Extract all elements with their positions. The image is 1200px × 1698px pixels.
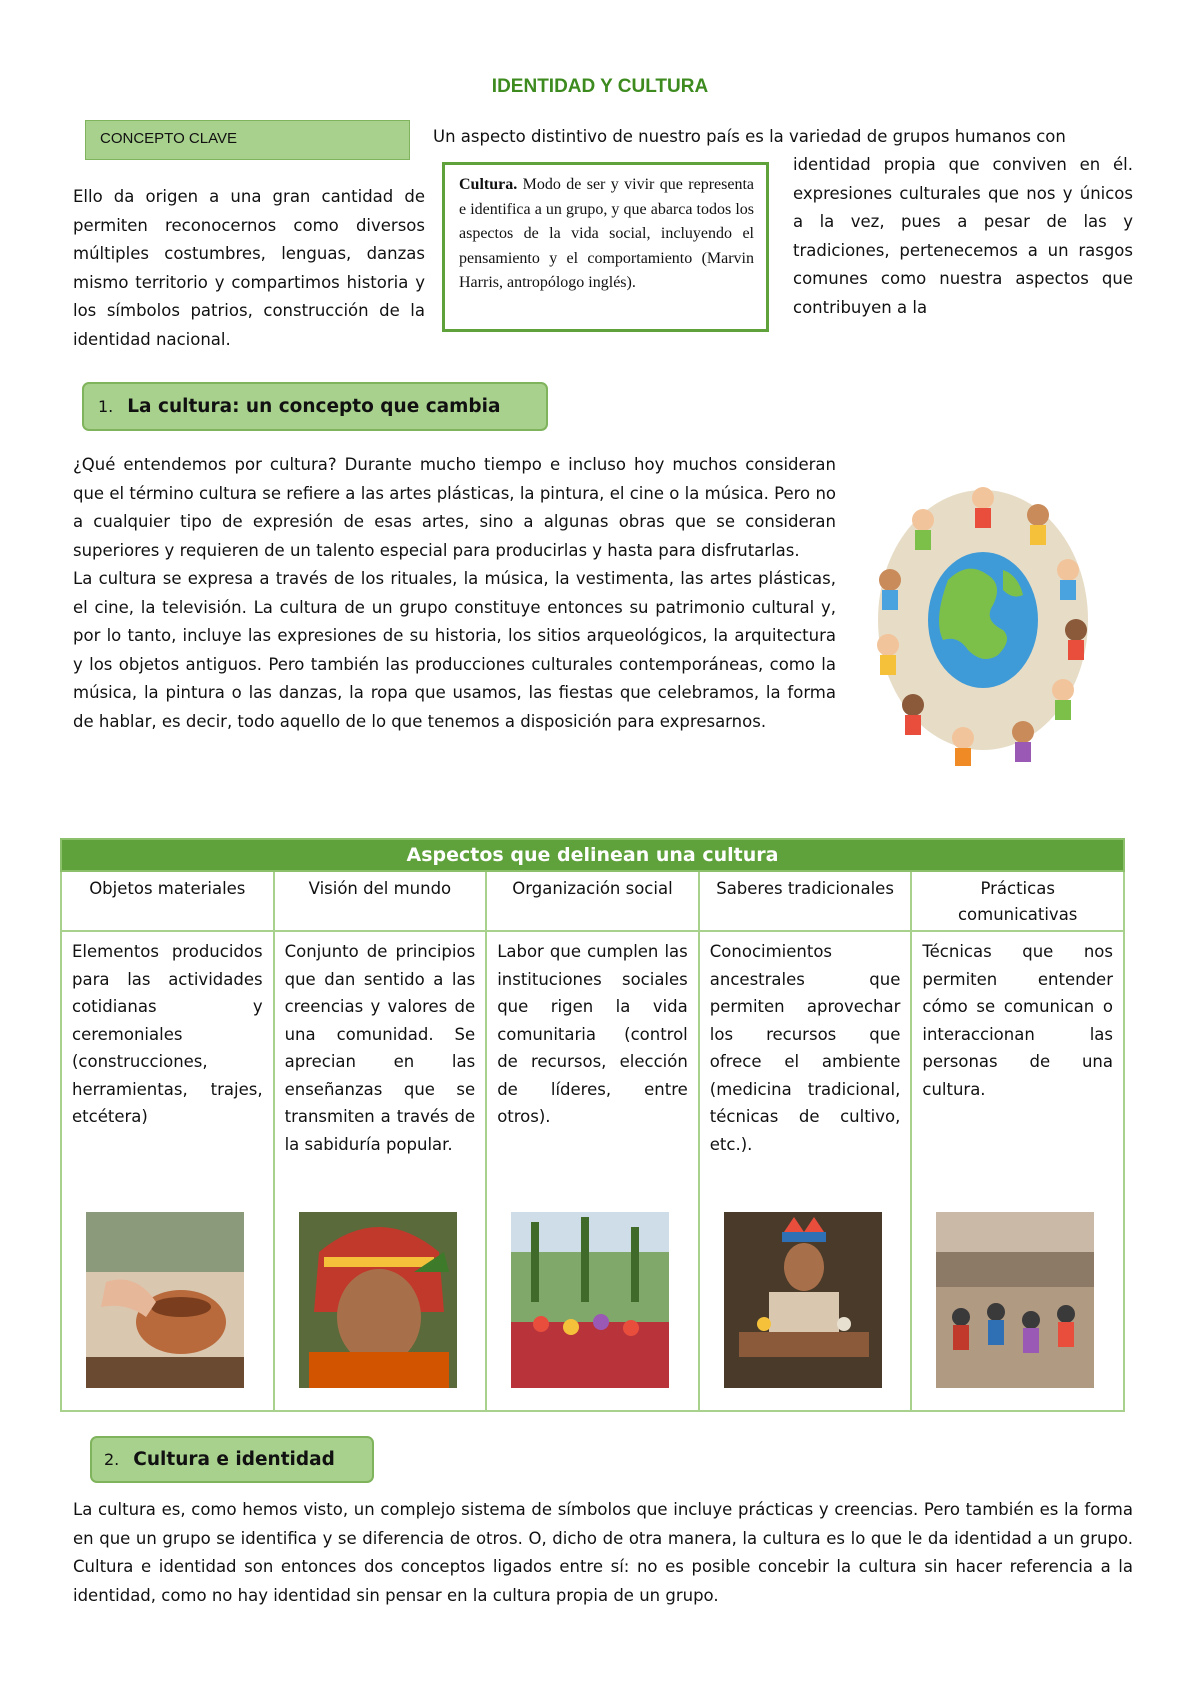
table-header: Prácticas comunicativas: [911, 871, 1124, 931]
definition-text: Modo de ser y vivir que representa e identifica a un grupo, y que abarca todos los aspectos de la vida social, incluyendo el pensamiento y el comportamiento (Marvin Harris, antropólogo inglés).: [459, 176, 754, 291]
section-1-paragraph: ¿Qué entendemos por cultura? Durante mucho tiempo e incluso hoy muchos consideran que el término cultura se refiere a las artes plásticas, la pintura, el cine o la música. Pero no a cualquier tipo de expresión de esas artes, sino a algunas obras que se consideran superiores y requieren de un talento especial para producirlas y hasta para disfrutarlas.: [73, 455, 836, 560]
table-cell-text: Conocimientos ancestrales que permiten aprovechar los recursos que ofrece el ambiente (medicina tradicional, técnicas de cultivo, etc.).: [709, 942, 901, 1154]
table-cell-text: Labor que cumplen las instituciones sociales que rigen la vida comunitaria (control de recursos, elección de líderes, entre otros).: [497, 942, 688, 1126]
definition-term: Cultura.: [459, 176, 518, 193]
right-column-text: identidad propia que conviven en él. expresiones culturales que nos y únicos a la vez, pues a pesar de las y tradiciones, pertenecemos a un rasgos comunes como nuestra aspectos que contribuyen a la: [793, 155, 1133, 317]
village-meeting-photo: [936, 1212, 1094, 1388]
table-header: Objetos materiales: [61, 871, 274, 931]
section-1-number: 1.: [98, 397, 114, 416]
andean-elder-photo: [299, 1212, 457, 1388]
left-column-text: Ello da origen a una gran cantidad de permiten reconocernos como diversos múltiples costumbres, lenguas, danzas mismo territorio y compartimos historia y los símbolos patrios, construcción de la identidad nacional.: [73, 187, 425, 349]
section-1-body: [73, 451, 836, 736]
table-cell: [61, 931, 274, 1411]
children-around-globe-illustration: [868, 470, 1098, 770]
section-2-number: 2.: [104, 1450, 120, 1469]
table-header: Organización social: [486, 871, 699, 931]
table-cell: [486, 931, 699, 1411]
table-cell-text: Conjunto de principios que dan sentido a las creencias y valores de una comunidad. Se aprecian en las enseñanzas que se transmiten a través de la sabiduría popular.: [284, 942, 476, 1154]
table-cell-text: Técnicas que nos permiten entender cómo se comunican o interaccionan las personas de una cultura.: [922, 942, 1113, 1099]
intro-top-line: Un aspecto distintivo de nuestro país es la variedad de grupos humanos con: [433, 127, 1066, 146]
traditional-healer-photo: [724, 1212, 882, 1388]
section-1-paragraph: La cultura se expresa a través de los rituales, la música, la vestimenta, las artes plásticas, el cine, la televisión. La cultura de un grupo constituye entonces su patrimonio cultural y, por lo tanto, incluye las expresiones de su historia, los sitios arqueológicos, la arquitectura y los objetos antiguos. Pero también las producciones culturales contemporáneas, como la música, la pintura o las danzas, la ropa que usamos, las fiestas que celebramos, la forma de hablar, es decir, todo aquello de lo que tenemos a disposición para expresarnos.: [73, 569, 836, 731]
section-1-title: La cultura: un concepto que cambia: [127, 396, 501, 417]
page-title: IDENTIDAD Y CULTURA: [491, 76, 709, 97]
section-2-heading: [90, 1436, 374, 1483]
section-2-paragraph: La cultura es, como hemos visto, un complejo sistema de símbolos que incluye prácticas y creencias. Pero también es la forma en que un grupo se identifica y se diferencia de otros. O, dicho de otra manera, la cultura es lo que le da identidad a un grupo. Cultura e identidad son entonces dos conceptos ligados entre sí: no es posible concebir la cultura sin hacer referencia a la identidad, como no hay identidad sin pensar en la cultura propia de un grupo.: [73, 1500, 1133, 1605]
pottery-photo: [86, 1212, 244, 1388]
table-cell: [274, 931, 487, 1411]
table-cell: [911, 931, 1124, 1411]
table-cell-text: Elementos producidos para las actividades cotidianas y ceremoniales (construcciones, herramientas, trajes, etcétera): [72, 942, 263, 1126]
table-title: Aspectos que delinean una cultura: [61, 839, 1124, 871]
section-1-heading: [82, 382, 548, 431]
concept-key-label: CONCEPTO CLAVE: [85, 120, 410, 160]
definition-box: [442, 162, 769, 332]
section-2-title: Cultura e identidad: [133, 1449, 335, 1470]
culture-aspects-table: [60, 838, 1125, 1412]
community-gathering-photo: [511, 1212, 669, 1388]
table-cell: [699, 931, 912, 1411]
table-header: Visión del mundo: [274, 871, 487, 931]
table-header: Saberes tradicionales: [699, 871, 912, 931]
